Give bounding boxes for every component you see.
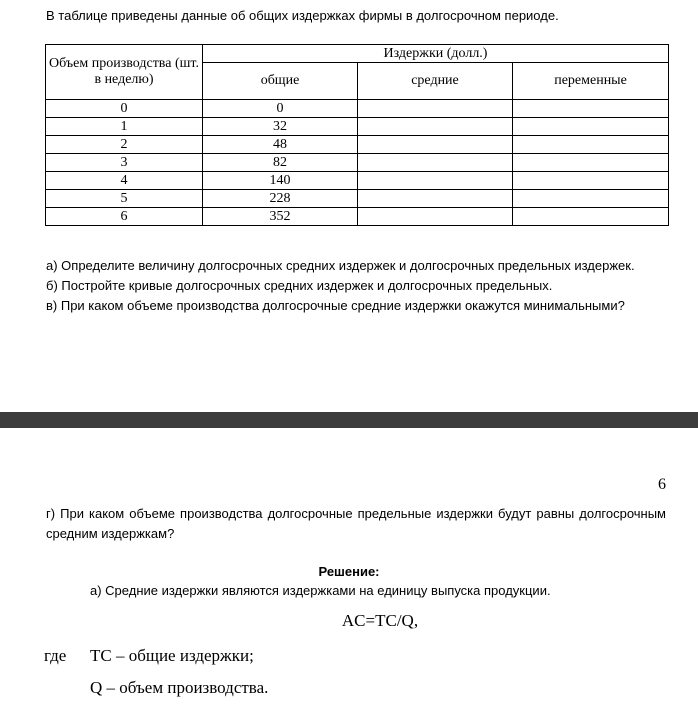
cell-total: 140 xyxy=(203,172,358,190)
solution-a: а) Средние издержки являются издержками на единицу выпуска продукции. xyxy=(90,583,551,598)
question-g: г) При каком объеме производства долгосрочные предельные издержки будут равны долгосрочным средним издержкам? xyxy=(46,506,666,541)
page-number: 6 xyxy=(658,476,666,493)
cell-average xyxy=(358,154,513,172)
cell-variable xyxy=(513,208,669,226)
cell-average xyxy=(358,100,513,118)
questions-list xyxy=(46,256,635,316)
cell-total: 48 xyxy=(203,136,358,154)
header-variable: переменные xyxy=(513,63,669,100)
where-tc: TC – общие издержки; xyxy=(90,646,254,665)
cell-volume: 5 xyxy=(46,190,203,208)
solution-title: Решение: xyxy=(318,564,380,579)
cell-variable xyxy=(513,154,669,172)
table-row xyxy=(46,136,669,154)
header-volume: Объем производства (шт. в неделю) xyxy=(46,45,203,100)
cell-variable xyxy=(513,190,669,208)
cell-volume: 1 xyxy=(46,118,203,136)
costs-table xyxy=(45,44,669,226)
table-row xyxy=(46,154,669,172)
header-total: общие xyxy=(203,63,358,100)
table-row xyxy=(46,208,669,226)
cell-volume: 4 xyxy=(46,172,203,190)
cell-average xyxy=(358,190,513,208)
cell-volume: 0 xyxy=(46,100,203,118)
table-row xyxy=(46,100,669,118)
cell-average xyxy=(358,172,513,190)
question-a: а) Определите величину долгосрочных средних издержек и долгосрочных предельных издержек. xyxy=(46,258,635,273)
cell-total: 0 xyxy=(203,100,358,118)
cell-volume: 3 xyxy=(46,154,203,172)
cell-variable xyxy=(513,100,669,118)
header-average: средние xyxy=(358,63,513,100)
cell-variable xyxy=(513,136,669,154)
question-v: в) При каком объеме производства долгосрочные средние издержки окажутся минимальными? xyxy=(46,298,625,313)
question-b: б) Постройте кривые долгосрочных средних издержек и долгосрочных предельных. xyxy=(46,278,553,293)
cell-variable xyxy=(513,172,669,190)
cell-average xyxy=(358,208,513,226)
cell-total: 228 xyxy=(203,190,358,208)
table-row xyxy=(46,118,669,136)
table-row xyxy=(46,190,669,208)
formula: AC=TC/Q, xyxy=(341,611,419,630)
cell-volume: 2 xyxy=(46,136,203,154)
page-divider xyxy=(0,412,698,428)
table-body xyxy=(46,100,669,226)
cell-variable xyxy=(513,118,669,136)
cell-average xyxy=(358,136,513,154)
cell-average xyxy=(358,118,513,136)
where-q: Q – объем производства. xyxy=(90,678,269,697)
intro-text: В таблице приведены данные об общих издержках фирмы в долгосрочном периоде. xyxy=(46,8,559,23)
header-costs: Издержки (долл.) xyxy=(203,45,669,63)
table-row xyxy=(46,172,669,190)
cell-total: 82 xyxy=(203,154,358,172)
cell-total: 352 xyxy=(203,208,358,226)
where-label: где xyxy=(44,646,67,665)
cell-total: 32 xyxy=(203,118,358,136)
cell-volume: 6 xyxy=(46,208,203,226)
page-2 xyxy=(0,428,698,710)
